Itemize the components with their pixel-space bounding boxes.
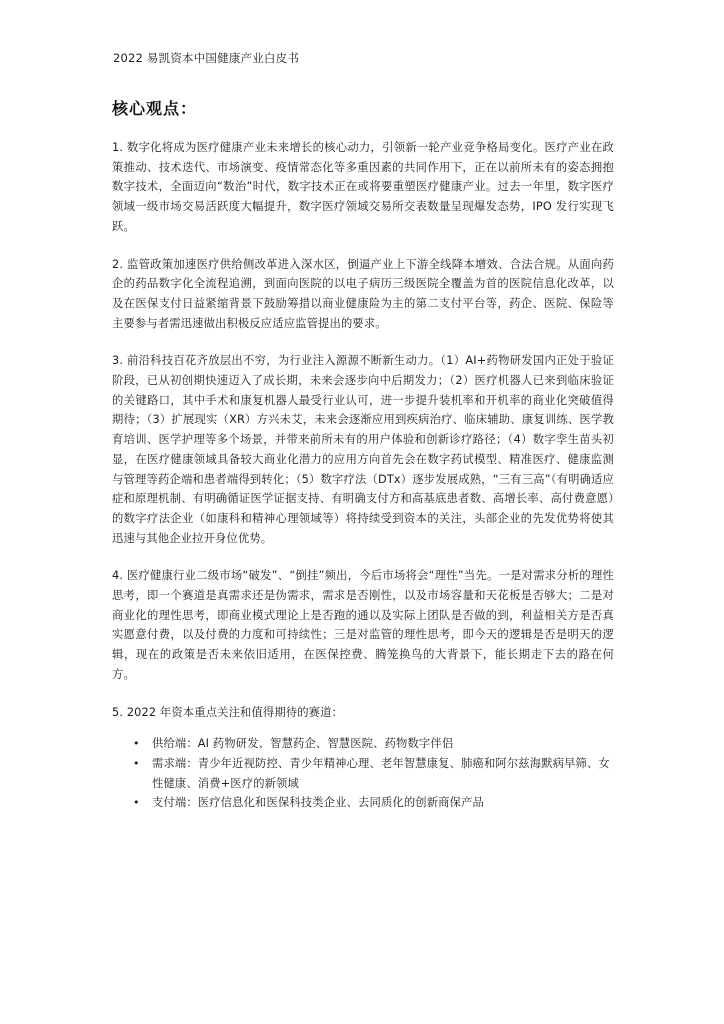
- paragraph-2: 2. 监管政策加速医疗供给侧改革进入深水区，倒逼产业上下游全线降本增效、合法合规。从面向药企的药品数字化全流程追溯，到面向医院的以电子病历三级医院全覆盖为首的医院信息化改革，以及在医保支付日益紧缩背景下鼓励筹措以商业健康险为主的第二支付平台等，药企、医院、保险等主要参与者需迅速做出积极反应适应监管提出的要求。: [112, 257, 614, 330]
- document-body: [112, 138, 614, 813]
- bullet-icon: •: [133, 756, 140, 770]
- bullet-icon: •: [133, 796, 140, 810]
- list-item-text: 供给端：AI 药物研发、智慧药企、智慧医院、药物数字伴侣: [152, 737, 454, 751]
- paragraph-3: 3. 前沿科技百花齐放层出不穷，为行业注入源源不断新生动力。（1）AI+药物研发国内正处于验证阶段，已从初创期快速迈入了成长期，未来会逐步向中后期发力；（2）医疗机器人已来到临床验证的关键路口，其中手术和康复机器人最受行业认可，进一步提升装机率和开机率的商业化突破值得期待；（3）扩展现实（XR）方兴未艾，未来会逐渐应用到疾病治疗、临床辅助、康复训练、医学教育培训、医学护理等多个场景，并带来前所未有的用户体验和创新诊疗路径；（4）数字孪生苗头初显，在医疗健康领域具备较大商业化潜力的应用方向首先会在数字药试模型、精准医疗、健康监测与管理等药企端和患者端得到转化；（5）数字疗法（DTx）逐步发展成熟，“三有三高”（有明确适应症和原理机制、有明确循证医学证据支持、有明确支付方和高基底患者数、高增长率、高付费意愿）的数字疗法企业（如康科和精神心理领域等）将持续受到资本的关注，头部企业的先发优势将使其迅速与其他企业拉开身位优势。: [112, 354, 614, 545]
- section-5-intro: 5. 2022 年资本重点关注和值得期待的赛道：: [112, 705, 344, 719]
- paragraph-4: 4. 医疗健康行业二级市场“破发”、“倒挂”频出，今后市场将会“理性”当先。一是对需求分析的理性思考，即一个赛道是真需求还是伪需求，需求是否刚性，以及市场容量和天花板是否够大；二是对商业化的理性思考，即商业模式理论上是否跑的通以及实际上团队是否做的到，利益相关方是否真实愿意付费，以及付费的力度和可持续性；三是对监管的理性思考，即今天的逻辑是否是明天的逻辑，现在的政策是否未来依旧适用，在医保控费、腾笼换鸟的大背景下，能长期走下去的路在何方。: [112, 569, 614, 681]
- list-item: [112, 793, 614, 813]
- paragraph-1: 1. 数字化将成为医疗健康产业未来增长的核心动力，引领新一轮产业竞争格局变化。医疗产业在政策推动、技术迭代、市场演变、疫情常态化等多重因素的共同作用下，正在以前所未有的姿态拥抱数字技术，全面迈向“数治”时代，数字技术正在或将要重塑医疗健康产业。过去一年里，数字医疗领域一级市场交易活跃度大幅提升，数字医疗领域交易所交表数量呈现爆发态势，IPO 发行实现飞跃。: [112, 141, 614, 233]
- list-item-text: 支付端：医疗信息化和医保科技类企业、去同质化的创新商保产品: [152, 796, 484, 810]
- page-header: 2022 易凯资本中国健康产业白皮书: [113, 51, 300, 65]
- list-item: [112, 734, 614, 754]
- list-item-text: 需求端：青少年近视防控、青少年精神心理、老年智慧康复、肺癌和阿尔兹海默病早筛、女性健康、消费+医疗的新领域: [152, 756, 610, 790]
- bullet-list: [112, 734, 614, 813]
- section-heading: 核心观点：: [112, 99, 198, 118]
- list-item: [112, 754, 614, 793]
- bullet-icon: •: [133, 737, 140, 751]
